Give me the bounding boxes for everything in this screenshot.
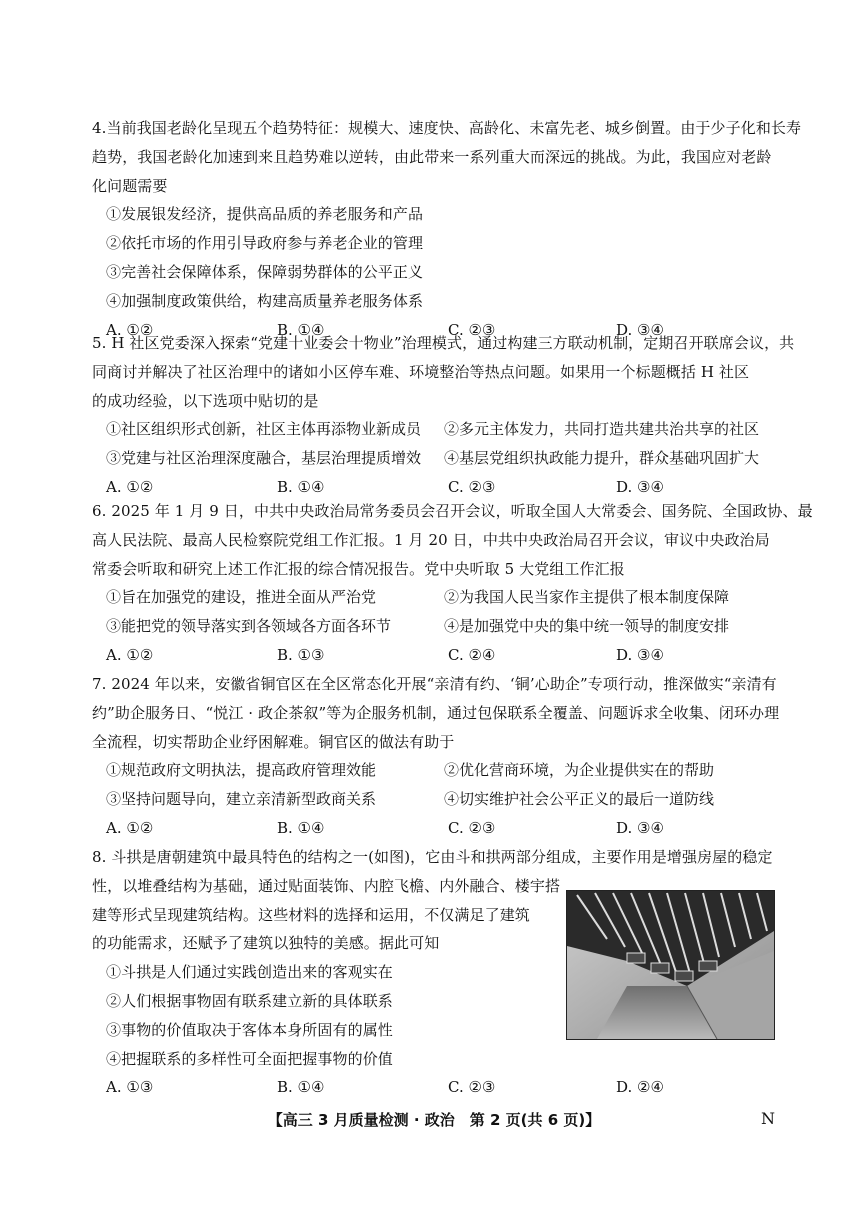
- option-item: ③事物的价值取决于客体本身所固有的属性: [106, 1020, 393, 1039]
- question-stem-line: 同商讨并解决了社区治理中的诸如小区停车难、环境整治等热点问题。如果用一个标题概括 H 社区: [92, 362, 750, 381]
- option-item: ④切实维护社会公平正义的最后一道防线: [444, 790, 715, 809]
- option-item: ②多元主体发力，共同打造共建共治共享的社区: [444, 420, 760, 439]
- answer-b[interactable]: B. ①④: [277, 477, 325, 496]
- dougong-photo: [566, 890, 775, 1040]
- option-item: ①斗拱是人们通过实践创造出来的客观实在: [106, 963, 393, 982]
- answer-d[interactable]: D. ③④: [616, 818, 664, 837]
- answer-c[interactable]: C. ②③: [448, 477, 496, 496]
- footer-mark: N: [761, 1109, 775, 1128]
- option-item: ④加强制度政策供给，构建高质量养老服务体系: [106, 291, 424, 310]
- question-5: [92, 329, 795, 502]
- question-stem-line: 全流程，切实帮助企业纾困解难。铜官区的做法有助于: [92, 732, 455, 751]
- option-item: ③能把党的领导落实到各领域各方面各环节: [106, 617, 392, 636]
- question-stem-line: 的成功经验，以下选项中贴切的是: [92, 391, 319, 410]
- question-4: [92, 114, 802, 344]
- answer-a[interactable]: A. ①②: [106, 645, 154, 664]
- option-item: ①发展银发经济，提供高品质的养老服务和产品: [106, 205, 424, 224]
- answer-choices: [92, 814, 782, 843]
- option-item: ②依托市场的作用引导政府参与养老企业的管理: [106, 234, 424, 253]
- question-stem-line: 6. 2025 年 1 月 9 日，中共中央政治局常务委员会召开会议，听取全国人大常委会、国务院、全国政协、最: [92, 502, 813, 520]
- option-item: ①旨在加强党的建设，推进全面从严治党: [106, 588, 377, 607]
- question-stem-line: 趋势，我国老龄化加速到来且趋势难以逆转，由此带来一系列重大而深远的挑战。为此，我国应对老龄: [92, 147, 772, 166]
- option-item: ④是加强党中央的集中统一领导的制度安排: [444, 617, 730, 636]
- option-row: [92, 785, 782, 814]
- question-stem-line: 化问题需要: [92, 176, 168, 195]
- question-6: [92, 497, 813, 670]
- option-item: ④把握联系的多样性可全面把握事物的价值: [106, 1049, 393, 1068]
- answer-a[interactable]: A. ①②: [106, 320, 154, 339]
- option-row: [92, 612, 782, 641]
- option-row: [92, 583, 782, 612]
- answer-b[interactable]: B. ①④: [277, 320, 325, 339]
- option-row: [92, 444, 782, 473]
- question-7: [92, 670, 782, 843]
- answer-d[interactable]: D. ②④: [616, 1078, 664, 1097]
- question-stem-line: 常委会听取和研究上述工作汇报的综合情况报告。党中央听取 5 大党组工作汇报: [92, 559, 625, 578]
- question-stem-line: 建等形式呈现建筑结构。这些材料的选择和运用，不仅满足了建筑: [92, 905, 530, 924]
- question-stem-line: 5. H 社区党委深入探索“党建十业委会十物业”治理模式，通过构建三方联动机制，定期召开联席会议，共: [92, 334, 795, 352]
- question-stem-line: 高人民法院、最高人民检察院党组工作汇报。1 月 20 日，中共中央政治局召开会议，审议中央政治局: [92, 530, 770, 549]
- answer-b[interactable]: B. ①④: [277, 818, 325, 837]
- answer-c[interactable]: C. ②③: [448, 818, 496, 837]
- answer-c[interactable]: C. ②④: [448, 645, 496, 664]
- option-item: ②为我国人民当家作主提供了根本制度保障: [444, 588, 730, 607]
- answer-c[interactable]: C. ②③: [448, 1078, 496, 1097]
- answer-b[interactable]: B. ①③: [277, 645, 325, 664]
- page-footer: 【高三 3 月质量检测 · 政治 第 2 页(共 6 页)】: [267, 1111, 601, 1129]
- option-row: [92, 756, 782, 785]
- question-stem-line: 性，以堆叠结构为基础，通过贴面装饰、内腔飞檐、内外融合、楼宇搭: [92, 876, 561, 895]
- option-item: ③坚持问题导向，建立亲清新型政商关系: [106, 790, 377, 809]
- option-item: ①社区组织形式创新，社区主体再添物业新成员: [106, 420, 422, 439]
- option-item: ①规范政府文明执法，提高政府管理效能: [106, 761, 377, 780]
- question-stem-line: 4.当前我国老龄化呈现五个趋势特征：规模大、速度快、高龄化、未富先老、城乡倒置。由于少子化和长寿: [92, 119, 802, 137]
- answer-choices: [92, 641, 782, 670]
- question-stem-line: 的功能需求，还赋予了建筑以独特的美感。据此可知: [92, 934, 440, 953]
- answer-a[interactable]: A. ①②: [106, 818, 154, 837]
- option-item: ②优化营商环境，为企业提供实在的帮助: [444, 761, 715, 780]
- answer-d[interactable]: D. ③④: [616, 320, 664, 339]
- answer-d[interactable]: D. ③④: [616, 645, 664, 664]
- option-row: [92, 415, 782, 444]
- answer-c[interactable]: C. ②③: [448, 320, 496, 339]
- option-item: ②人们根据事物固有联系建立新的具体联系: [106, 991, 393, 1010]
- option-item: ③党建与社区治理深度融合，基层治理提质增效: [106, 449, 422, 468]
- answer-d[interactable]: D. ③④: [616, 477, 664, 496]
- question-stem-line: 8. 斗拱是唐朝建筑中最具特色的结构之一(如图)，它由斗和拱两部分组成，主要作用是增强房屋的稳定: [92, 848, 773, 866]
- answer-a[interactable]: A. ①③: [106, 1078, 154, 1097]
- question-stem-line: 约”助企服务日、“悦江 · 政企茶叙”等为企服务机制，通过包保联系全覆盖、问题诉求全收集、闭环办理: [92, 703, 780, 722]
- answer-b[interactable]: B. ①④: [277, 1078, 325, 1097]
- option-item: ③完善社会保障体系，保障弱势群体的公平正义: [106, 262, 424, 281]
- question-stem-line: 7. 2024 年以来，安徽省铜官区在全区常态化开展“亲清有约、‘铜’心助企”专项行动，推深做实“亲清有: [92, 675, 777, 693]
- answer-choices: [92, 1073, 782, 1102]
- option-item: ④基层党组织执政能力提升，群众基础巩固扩大: [444, 449, 760, 468]
- answer-a[interactable]: A. ①②: [106, 477, 154, 496]
